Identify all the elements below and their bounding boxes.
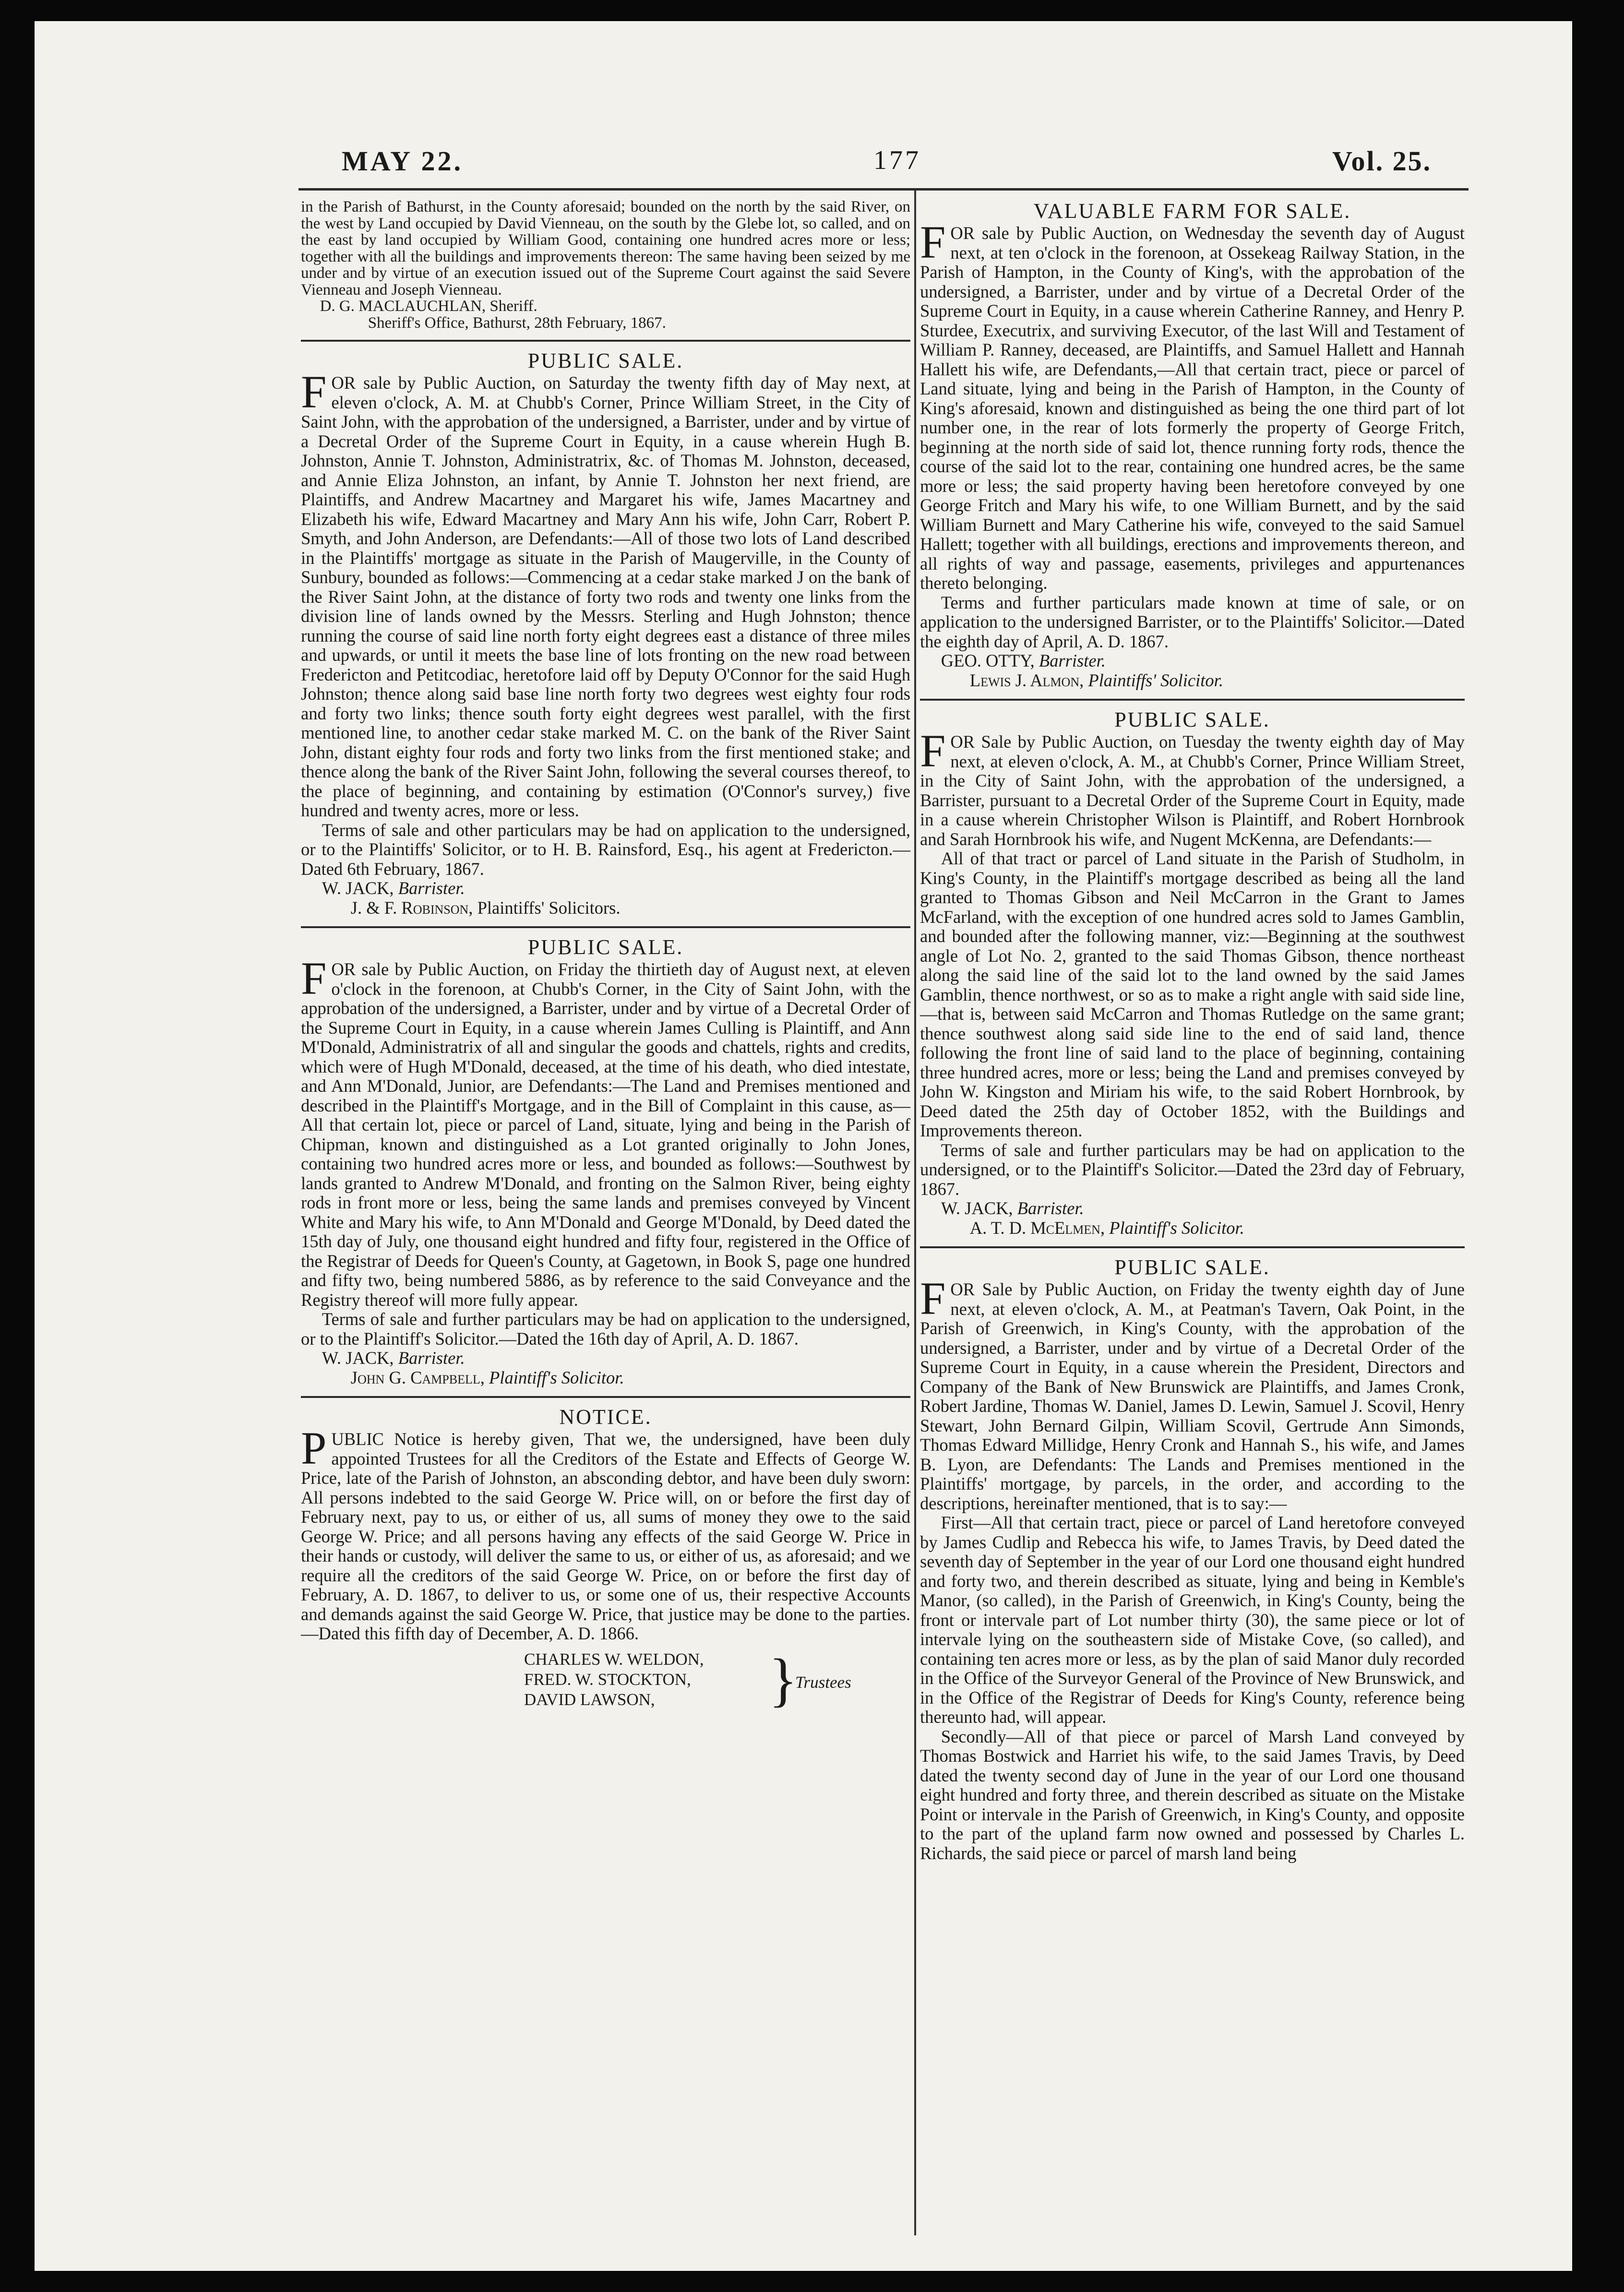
ad-terms: Terms and further particulars made known at time of sale, or on application to the undersigned Barrister, or to the Plaintiffs' Solicitor.—Dated the eighth day of April, A. D. 1867. [920, 592, 1465, 651]
ad-parcel-second: Secondly—All of that piece or parcel of Marsh Land conveyed by Thomas Bostwick and Harriet his wife, to the said James Travis, by Deed dated the twenty second day of June in the year of our Lord one thousand eight hundred and forty three, and therein described as situate on the Mistake Point or intervale in the Parish of Greenwich, in King's County, and opposite to the part of the upland farm now owned and possessed by Charles L. Richards, the said piece or parcel of marsh land being [920, 1726, 1465, 1863]
header-date: MAY 22. [342, 145, 464, 177]
drop-cap: P [301, 1422, 327, 1474]
ad-title: PUBLIC SALE. [1114, 708, 1270, 731]
section-rule [301, 1396, 910, 1398]
continuation-text: in the Parish of Bathurst, in the County aforesaid; bounded on the north by the said River, on the west by Land occupied by David Vienneau, on the south by the Glebe lot, so called, and on the east by land occupied by William Good, containing one hundred acres more or less; together with all the buildings and improvements thereon: The same having been seized by me under and by virtue of an execution issued out of the Supreme Court against the said Severe Vienneau and Joseph Vienneau. [301, 198, 910, 298]
barrister-signature: W. JACK, Barrister. [322, 878, 465, 898]
ad-public-sale-maugerville [301, 348, 910, 918]
ad-title: PUBLIC SALE. [1114, 1255, 1270, 1279]
ad-title: VALUABLE FARM FOR SALE. [1033, 199, 1351, 223]
ad-body: FOR sale by Public Auction, on Saturday the twenty fifth day of May next, at eleven o'clock, A. M. at Chubb's Corner, Prince William Street, in the City of Saint John, with the approbation of the undersigned, a Barrister, under and by virtue of a Decretal Order of the Supreme Court in Equity, in a cause wherein Hugh B. Johnston, Annie T. Johnston, Administratrix, &c. of Thomas M. Johnston, deceased, and Annie Eliza Johnston, an infant, by Annie T. Johnston her next friend, are Plaintiffs, and Andrew Macartney and Margaret his wife, James Macartney and Elizabeth his wife, Edward Macartney and Mary Ann his wife, John Carr, Robert P. Smyth, and John Anderson, are Defendants:—All of those two lots of Land described in the Plaintiffs' mortgage as situate in the Parish of Maugerville, in the County of Sunbury, bounded as follows:—Commencing at a cedar stake marked J on the bank of the River Saint John, at the distance of forty two rods and twenty one links from the division line of lands owned by the Messrs. Sterling and Hugh Johnston; thence running the course of said line north forty eight degrees east a distance of three miles and upwards, or until it meets the base line of lots fronting on the new road between Fredericton and Petitcodiac, heretofore laid off by Deputy O'Connor for the said Hugh Johnston; thence along said base line north forty two degrees west eighty four rods and forty two links; thence south forty eight degrees west parallel, with the first mentioned line, to another cedar stake marked M. C. on the bank of the River Saint John, distant eighty four rods and forty two links from the first mentioned stake; and thence along the bank of the River Saint John, following the several courses thereof, to the place of beginning, and containing by estimation (O'Connor's survey,) five hundred and twenty acres, more or less. [301, 366, 910, 820]
sheriff-office-date: Sheriff's Office, Bathurst, 28th February, 1867. [368, 314, 666, 332]
ad-body: FOR Sale by Public Auction, on Friday the twenty eighth day of June next, at eleven o'clock, A. M., at Peatman's Tavern, Oak Point, in the Parish of Greenwich, in King's County, with the approbation of the undersigned, a Barrister, under and by virtue of a Decretal Order of the Supreme Court in Equity, in a cause wherein the President, Directors and Company of the Bank of New Brunswick are Plaintiffs, and James Cronk, Robert Jardine, Thomas W. Daniel, James D. Lewin, Samuel J. Scovil, Henry Stewart, John Bernard Gilpin, William Scovil, Gertrude Ann Simonds, Thomas Edward Millidge, Henry Cronk and Hannah S., his wife, and James B. Lyon, are Defendants: The Lands and Premises mentioned in the Plaintiffs' mortgage, by parcels, in the order, and according to the descriptions, hereinafter mentioned, that is to say:— [920, 1273, 1465, 1513]
ad-parcel-first: First—All that certain tract, piece or parcel of Land heretofore conveyed by James Cudlip and Rebecca his wife, to James Travis, by Deed dated the seventh day of September in the year of our Lord one thousand eight hundred and forty two, and therein described as situate, lying and being in Kemble's Manor, (so called), in the Parish of Greenwich, in King's County, being the front or intervale part of Lot number thirty (30), the same piece or lot of intervale lying on the southeastern side of Mistake Cove, (so called), and containing ten acres more or less, as by the plan of said Manor duly recorded in the Office of the Surveyor General of the Province of New Brunswick, and in the Office of the Registrar of Deeds for King's County, reference being thereunto had, will appear. [920, 1513, 1465, 1727]
ad-body-continued: All of that tract or parcel of Land situate in the Parish of Studholm, in King's County, in the Plaintiff's mortgage described as being all the land granted to Thomas Gibson and Neil McCarron in the Grant to James McFarland, with the exception of one hundred acres sold to James Gamblin, and bounded after the following manner, viz:—Beginning at the southwest angle of Lot No. 2, granted to the said Thomas Gibson, thence northeast along the said line of the said lot to the land owned by the said James Gamblin, thence northwest, or so as to make a right angle with said side line,—that is, between said McCarron and Thomas Rutledge on the same grant; thence southwest along said side line to the end of said land, thence following the front line of said land to the place of beginning, containing three hundred acres, more or less; being the Land and premises conveyed by John W. Kingston and Miriam his wife, to the said Robert Hornbrook, by Deed dated the 25th day of October 1852, with the Buildings and Improvements thereon. [920, 848, 1465, 1140]
right-column [920, 199, 1465, 1863]
ad-body: FOR sale by Public Auction, on Wednesday the seventh day of August next, at ten o'clock in the forenoon, at Ossekeag Railway Station, in the Parish of Hampton, in the County of King's, with the approbation of the undersigned, a Barrister, under and by virtue of a Decretal Order of the Supreme Court in Equity, in a cause wherein Catherine Ranney, and Henry P. Sturdee, Executrix, and surviving Executor, of the last Will and Testament of William P. Ranney, deceased, are Plaintiffs, and Samuel Hallett and Hannah Hallett his wife, are Defendants,—All that certain tract, piece or parcel of Land situate, lying and being in the Parish of Hampton, in the County of King's aforesaid, known and distinguished as being the one third part of lot number one, in the rear of lots formerly the property of George Fritch, beginning at the north side of said lot, thence running forty rods, thence the course of the said lot to the rear, containing one hundred acres, be the same more or less; the said property having been heretofore conveyed by one George Fritch and Mary his wife, to one William Burnett, and by the said William Burnett and Mary Catherine his wife, conveyed to the said Samuel Hallett; together with all buildings, erections and improvements thereon, and all rights of way and passage, easements, privileges and appurtenances thereto belonging. [920, 216, 1465, 593]
newspaper-page [35, 21, 1572, 2271]
section-rule [920, 699, 1465, 701]
header-rule [299, 188, 1469, 191]
trustee-name: CHARLES W. WELDON, [524, 1649, 704, 1669]
drop-cap: F [920, 216, 946, 268]
ad-public-sale-studholm [920, 707, 1465, 1238]
trustees-label: Trustees [795, 1672, 851, 1692]
trustees-block [301, 1647, 910, 1713]
barrister-signature: W. JACK, Barrister. [322, 1348, 465, 1368]
brace-glyph: } [769, 1647, 798, 1713]
solicitor-signature: Lewis J. Almon, Plaintiffs' Solicitor. [969, 670, 1223, 690]
ad-terms: Terms of sale and other particulars may be had on application to the undersigned, or to the Plaintiffs' Solicitor, or to H. B. Rainsford, Esq., his agent at Fredericton.—Dated 6th February, 1867. [301, 820, 910, 879]
section-rule [301, 340, 910, 342]
drop-cap: F [301, 366, 327, 418]
ad-valuable-farm [920, 199, 1465, 690]
ad-title: PUBLIC SALE. [527, 935, 684, 959]
volume-label: Vol. 25. [1332, 145, 1432, 177]
page-number: 177 [873, 145, 921, 175]
solicitor-signature: A. T. D. McElmen, Plaintiff's Solicitor. [969, 1218, 1244, 1238]
sheriff-signature: D. G. MACLAUCHLAN, Sheriff. [320, 298, 537, 315]
trustee-name: FRED. W. STOCKTON, [524, 1670, 691, 1689]
column-divider [914, 190, 916, 2235]
ad-public-sale-greenwich [920, 1255, 1465, 1863]
section-rule [920, 1246, 1465, 1248]
drop-cap: F [920, 1273, 946, 1324]
solicitor-signature: John G. Campbell, Plaintiff's Solicitor. [350, 1367, 624, 1387]
ad-body: FOR sale by Public Auction, on Friday the thirtieth day of August next, at eleven o'clock in the forenoon, at Chubb's Corner, in the City of Saint John, with the approbation of the undersigned, a Barrister, under and by virtue of a Decretal Order of the Supreme Court in Equity, in a cause wherein James Culling is Plaintiff, and Ann M'Donald, Administratrix of all and singular the goods and chattels, rights and credits, which were of Hugh M'Donald, deceased, at the time of his death, who died intestate, and Ann M'Donald, Junior, are Defendants:—The Land and Premises mentioned and described in the Plaintiff's Mortgage, and in the Bill of Complaint in this cause, as—All that certain lot, piece or parcel of Land, situate, lying and being in the Parish of Chipman, known and distinguished as a Lot granted originally to John Jones, containing two hundred acres more or less, and bounded as follows:—Southwest by lands granted to Andrew M'Donald, and fronting on the Salmon River, being eighty rods in front more or less, being the same lands and premises conveyed by Vincent White and Mary his wife, to Ann M'Donald and George M'Donald, by Deed dated the 15th day of July, one thousand eight hundred and fifty four, registered in the Office of the Registrar of Deeds for Queen's County, at Gagetown, in Book S, page one hundred and fifty two, being numbered 5886, as by reference to the said Conveyance and the Registry thereof will more fully appear. [301, 953, 910, 1310]
ad-terms: Terms of sale and further particulars may be had on application to the undersigned, or to the Plaintiff's Solicitor.—Dated the 16th day of April, A. D. 1867. [301, 1309, 910, 1349]
drop-cap: F [301, 953, 327, 1004]
left-column [301, 198, 910, 1713]
ad-title: NOTICE. [559, 1405, 652, 1429]
drop-cap: F [920, 725, 946, 776]
trustee-name: DAVID LAWSON, [524, 1690, 655, 1709]
barrister-signature: GEO. OTTY, Barrister. [941, 651, 1106, 670]
ad-body: FOR Sale by Public Auction, on Tuesday the twenty eighth day of May next, at eleven o'clock, A. M., at Chubb's Corner, Prince William Street, in the City of Saint John, with the approbation of the undersigned, a Barrister, pursuant to a Decretal Order of the Supreme Court in Equity, made in a cause wherein Christopher Wilson is Plaintiff, and Robert Hornbrook and Sarah Hornbrook his wife, and Nugent McKenna, are Defendants:— [920, 725, 1465, 849]
ad-body: PUBLIC Notice is hereby given, That we, the undersigned, have been duly appointed Trustees for all the Creditors of the Estate and Effects of George W. Price, late of the Parish of Johnston, an absconding debtor, and have been duly sworn: All persons indebted to the said George W. Price will, on or before the first day of February next, pay to us, or either of us, all sums of money they owe to the said George W. Price; and all persons having any effects of the said George W. Price in their hands or custody, will deliver the same to us, or either of us, as aforesaid; and we require all the creditors of the said George W. Price, on or before the first day of February, A. D. 1867, to deliver to us, or some one of us, their respective Accounts and demands against the said George W. Price, that justice may be done to the parties.—Dated this fifth day of December, A. D. 1866. [301, 1422, 910, 1643]
solicitor-signature: J. & F. Robinson, Plaintiffs' Solicitors. [350, 897, 621, 918]
section-rule [301, 926, 910, 928]
ad-public-sale-chipman [301, 935, 910, 1387]
sheriff-notice-continuation [301, 199, 910, 331]
ad-notice-trustees [301, 1405, 910, 1713]
barrister-signature: W. JACK, Barrister. [941, 1198, 1084, 1218]
ad-title: PUBLIC SALE. [527, 349, 684, 372]
ad-terms: Terms of sale and further particulars may be had on application to the undersigned, or to the Plaintiff's Solicitor.—Dated the 23rd day of February, 1867. [920, 1140, 1465, 1199]
